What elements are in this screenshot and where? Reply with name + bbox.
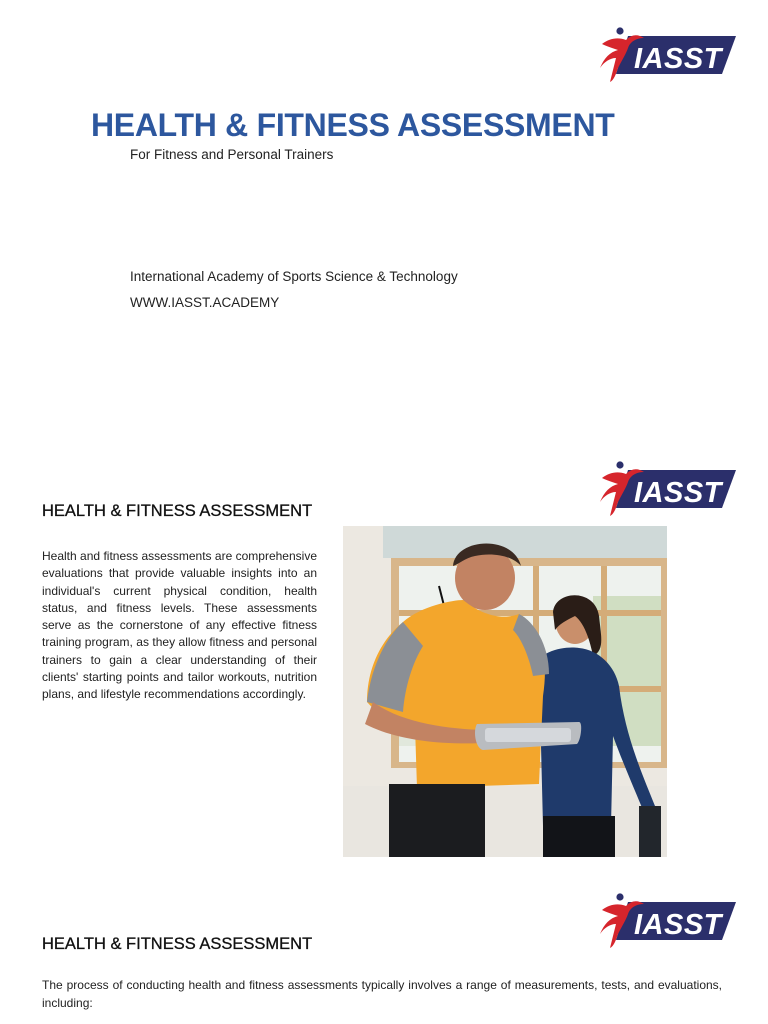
section-heading: HEALTH & FITNESS ASSESSMENT — [42, 502, 313, 520]
logo-wordmark: IASST — [634, 477, 722, 509]
cover-subtitle: For Fitness and Personal Trainers — [130, 147, 334, 162]
section-body: The process of conducting health and fitness assessments typically involves a range of measurements, tests, and evaluations, including: — [42, 978, 722, 1010]
iasst-logo — [598, 890, 738, 950]
trainer-client-photo — [343, 526, 667, 857]
organization-name: International Academy of Sports Science & Technology — [130, 269, 458, 284]
logo-wordmark: IASST — [634, 43, 722, 75]
cover-title: HEALTH & FITNESS ASSESSMENT — [91, 107, 615, 143]
iasst-logo — [598, 24, 738, 84]
logo-wordmark: IASST — [634, 909, 722, 941]
website-link[interactable]: WWW.IASST.ACADEMY — [130, 295, 280, 310]
iasst-logo — [598, 458, 738, 518]
section-body: Health and fitness assessments are comprehensive evaluations that provide valuable insights into an individual's current physical condition, health status, and fitness levels. These assessments serve as the cornerstone of any effective fitness training program, as they allow fitness and personal trainers to gain a clear understanding of their clients' starting points and tailor workouts, nutrition plans, and lifestyle recommendations accordingly. — [42, 549, 317, 702]
section-heading: HEALTH & FITNESS ASSESSMENT — [42, 935, 313, 953]
